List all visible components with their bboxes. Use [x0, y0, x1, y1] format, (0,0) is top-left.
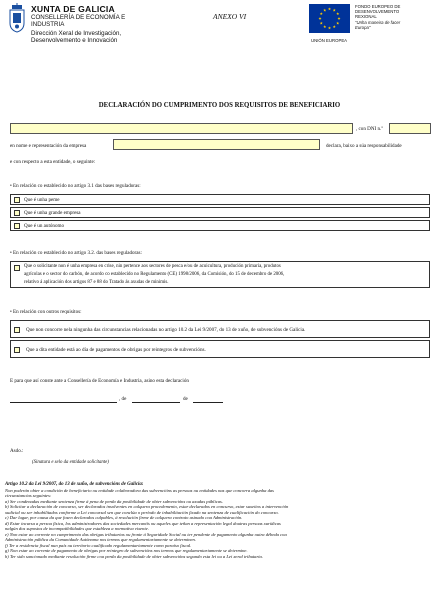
day-line[interactable]	[132, 402, 180, 403]
footnote-text: nalgún dos supostos de incompatibilidades que estableza a normativa vixente.	[5, 526, 149, 531]
footnote-text: Administración pública da Comunidade Autónoma nos termos que regulamentariamente se determinen.	[5, 537, 197, 542]
section3-heading: • En relación con outros requisitos:	[10, 309, 82, 315]
footnote-text: d) Estar incursa a persoa física, los administradores das sociedades mercantís ou aqueles que teñan a representación legal doutras persoas xurídicas	[5, 520, 281, 526]
list-item	[10, 194, 430, 205]
option-label: Que non concorre nela ningunha das circunstancias relacionadas no artigo 10.2 da Lei 9/2007, do 13 de xuño, de subvencións de Galicia.	[26, 327, 306, 333]
footnote-text: h) Ter sido sancionado mediante resolución firme coa perda da posibilidade de obter subvencións segundo esta lei ou a Lei xeral tributaria.	[5, 553, 263, 559]
signature-note: (Sinatura e selo da entidade solicitante)	[32, 460, 109, 465]
xunta-logo-text: XUNTA DE GALICIA	[31, 4, 115, 14]
footnote-text: b) Solicitar a declaración de concurso, ser declarados insolventes en calquera procedemento, estar declarados en concurso, estar suxeitos a intervención	[5, 504, 289, 509]
footnote-text: xudicial ou ser inhabilitados conforme a Lei concursal sen que conclúa o período de inhabilitación fixado na sentenza de cualificación do concurso.	[5, 509, 279, 515]
fondo-line2: DESENVOLVEMENTO	[355, 9, 400, 15]
checkbox-non-empresa-crise[interactable]	[14, 265, 20, 271]
page-title: DECLARACIÓN DO CUMPRIMENTO DOS REQUISITOS DE BENEFICIARIO	[98, 102, 341, 109]
name-field[interactable]	[10, 123, 353, 134]
footnote-text: g) Non estar ao corrente de pagamento de obrigas por reintegro de subvencións nos termos que regulamentariamente se determine.	[5, 548, 248, 553]
checkbox-grande-empresa[interactable]	[14, 210, 20, 216]
footnote-text: circunstancias seguintes:	[5, 493, 52, 498]
dni-label: , con DNI n.º	[356, 126, 383, 132]
direccion-name	[31, 30, 121, 45]
list-item	[10, 261, 430, 288]
declares-label: declara, baixo a súa responsabilidade	[326, 143, 402, 149]
representation-label: en nome e representación da empresa	[10, 143, 87, 149]
footnote-text: f) Ter a residencia fiscal nun país ou territorio cualificado regulamentariamente como paraíso fiscal.	[5, 542, 192, 548]
union-europea-label: UNIÓN EUROPEA	[311, 38, 348, 43]
checkbox-peme[interactable]	[14, 197, 20, 203]
conselleria-name	[31, 14, 125, 29]
checkbox-ao-dia-pagamentos[interactable]	[14, 347, 20, 353]
date-de1: , de	[119, 396, 127, 402]
option-line1: Que o solicitante non é unha empresa en crise, nin pertence aos sectores de pesca e/ou de acuicultura, produción primaria, produtos	[24, 264, 281, 269]
footnote	[5, 482, 435, 559]
fondo-line3: REXIONAL	[355, 14, 377, 20]
footnote-title: Artigo 10.2 da Lei 9/2007, do 13 de xuño, de subvencións de Galicia:	[5, 482, 144, 487]
closing-statement: E para que así conste ante a Consellería de Economía e Industria, asino esta declaración	[10, 378, 189, 384]
company-field[interactable]	[113, 139, 320, 150]
motto-line1: "Unha maneira de facer	[355, 19, 401, 25]
anexo-label: ANEXO VI	[213, 12, 247, 21]
dni-field[interactable]	[389, 123, 431, 134]
conselleria-line1: CONSELLERÍA DE ECONOMÍA E	[31, 14, 126, 21]
date-de2: de	[183, 396, 188, 402]
motto-line2: Europa"	[355, 24, 371, 30]
footnote-text: a) Ser condenadas mediante sentenza firme á pena de perda da posibilidade de obter subvencións ou axudas públicas.	[5, 498, 223, 504]
month-line[interactable]	[193, 402, 223, 403]
option-line3: relativo á aplicación dos artigos 87 e 88 do Tratado ás axudas de minimis.	[24, 280, 169, 285]
place-line[interactable]	[10, 402, 117, 403]
section1-heading: • En relación co establecido no artigo 3.1 das bases reguladoras:	[10, 183, 141, 189]
eu-flag-icon	[309, 4, 350, 33]
asdo-label: Asdo.:	[10, 448, 24, 454]
footnote-text: c) Dar lugar, por causa da que fosen declarados culpables, á resolución firme de calquera contrato asinado coa Administración.	[5, 515, 243, 520]
checkbox-autonomo[interactable]	[14, 223, 20, 229]
xunta-crest-icon	[6, 3, 28, 33]
fondo-line1: FONDO EUROPEO DE	[355, 4, 401, 9]
list-item	[10, 320, 430, 338]
direccion-line2: Desenvolvemento e Innovación	[31, 37, 118, 45]
option-label: Que a dita entidade está ao día de pagamentos de obrigas por reintegros de subvencións.	[26, 347, 206, 353]
list-item	[10, 340, 430, 358]
option-label: Que é unha grande empresa	[24, 210, 81, 216]
footnote-text: e) Non estar ao corrente no cumprimento das obrigas tributarias ou fronte á Seguridade Social ou ter pendente de pagamento algunha outra débeda coa	[5, 531, 287, 537]
option-label: Que é un autónomo	[24, 223, 65, 229]
section2-heading: • En relación co establecido no artigo 3.2. das bases reguladoras:	[10, 250, 142, 256]
option-label: Que é unha peme	[24, 197, 60, 203]
direccion-line1: Dirección Xeral de Investigación,	[31, 30, 122, 37]
footnote-text: Non poderán obter a condición de beneficiario ou entidade colaboradora das subvencións as persoas ou entidades nas que concorra algunha das	[5, 487, 274, 493]
respect-label: e con respecto a esta entidade, o seguinte:	[10, 159, 96, 165]
list-item	[10, 207, 430, 218]
checkbox-non-concorre[interactable]	[14, 327, 20, 333]
conselleria-line2: INDUSTRIA	[31, 21, 65, 29]
option-line2: agrícolas e o sector do carbón, de acordo co establecido no Regulamento (CE) 1998/2006, da Comisión, do 15 de decembro de 2006,	[24, 272, 285, 277]
list-item	[10, 220, 430, 231]
fondo-europeo-text	[355, 4, 400, 30]
